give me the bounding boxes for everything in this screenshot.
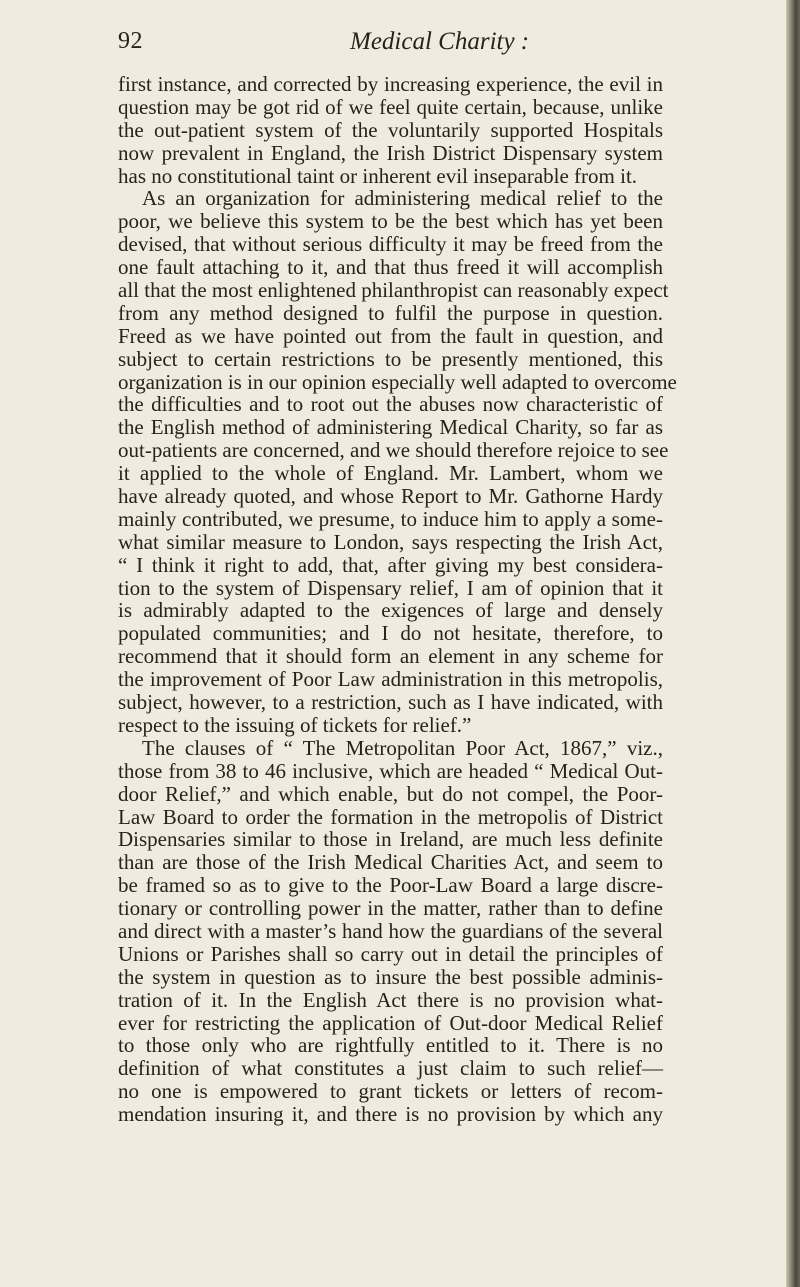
text-line: the improvement of Poor Law administration in this metropolis,	[118, 667, 663, 692]
text-line: ever for restricting the application of Out-door Medical Relief	[118, 1010, 663, 1035]
text-line: tion to the system of Dispensary relief, I am of opinion that it	[118, 575, 663, 600]
text-line: one fault attaching to it, and that thus freed it will accomplish	[118, 255, 663, 280]
text-line: those from 38 to 46 inclusive, which are headed “ Medical Out-	[118, 758, 663, 783]
text-line: question may be got rid of we feel quite certain, because, unlike	[118, 94, 663, 119]
text-line: mainly contributed, we presume, to induce him to apply a some-	[118, 506, 663, 531]
text-line: and direct with a master’s hand how the guardians of the several	[118, 918, 663, 943]
running-title: Medical Charity :	[350, 28, 530, 55]
text-line: mendation insuring it, and there is no provision by which any	[118, 1102, 663, 1127]
page-edge-shadow	[786, 0, 800, 1287]
text-line: no one is empowered to grant tickets or letters of recom-	[118, 1079, 663, 1104]
text-line: definition of what constitutes a just claim to such relief—	[118, 1056, 663, 1081]
text-line: Freed as we have pointed out from the fault in question, and	[118, 323, 663, 348]
text-line: has no constitutional taint or inherent evil inseparable from it.	[118, 163, 638, 188]
text-line: subject, however, to a restriction, such as I have indicated, with	[118, 690, 663, 715]
text-line: tionary or controlling power in the matter, rather than to define	[118, 896, 663, 921]
text-line: Law Board to order the formation in the metropolis of District	[118, 804, 663, 829]
text-line: the system in question as to insure the best possible adminis-	[118, 964, 663, 989]
text-line: Unions or Parishes shall so carry out in detail the principles of	[118, 941, 663, 966]
text-line: first instance, and corrected by increasing experience, the evil in	[118, 72, 663, 96]
text-line: tration of it. In the English Act there is no provision what-	[118, 987, 663, 1012]
text-line: than are those of the Irish Medical Charities Act, and seem to	[118, 850, 663, 875]
text-line: what similar measure to London, says respecting the Irish Act,	[118, 529, 663, 554]
text-line: now prevalent in England, the Irish District Dispensary system	[118, 140, 663, 165]
text-line: from any method designed to fulfil the purpose in question.	[118, 300, 663, 325]
text-line: recommend that it should form an element in any scheme for	[118, 644, 663, 669]
text-line: As an organization for administering medical relief to the	[142, 186, 663, 211]
text-line: The clauses of “ The Metropolitan Poor Act, 1867,” viz.,	[142, 735, 663, 760]
text-line: devised, that without serious difficulty it may be freed from the	[118, 232, 663, 257]
text-line: Dispensaries similar to those in Ireland, are much less definite	[118, 827, 663, 852]
body-text	[118, 72, 677, 1127]
text-line: respect to the issuing of tickets for relief.”	[118, 712, 472, 737]
text-line: organization is in our opinion especially well adapted to overcome	[118, 369, 677, 394]
text-line: door Relief,” and which enable, but do not compel, the Poor-	[118, 781, 663, 806]
text-line: it applied to the whole of England. Mr. Lambert, whom we	[118, 461, 663, 486]
text-line: “ I think it right to add, that, after giving my best considera-	[118, 552, 663, 577]
text-line: the difficulties and to root out the abuses now characteristic of	[118, 392, 663, 417]
text-line: is admirably adapted to the exigences of large and densely	[118, 598, 663, 623]
text-line: poor, we believe this system to be the best which has yet been	[118, 209, 663, 234]
text-line: have already quoted, and whose Report to Mr. Gathorne Hardy	[118, 484, 663, 509]
text-line: out-patients are concerned, and we should therefore rejoice to see	[118, 438, 669, 463]
text-line: subject to certain restrictions to be presently mentioned, this	[118, 346, 663, 371]
text-line: the English method of administering Medical Charity, so far as	[118, 415, 663, 440]
text-line: the out-patient system of the voluntarily supported Hospitals	[118, 117, 663, 142]
running-head	[118, 24, 663, 64]
page-number: 92	[118, 28, 143, 54]
text-line: to those only who are rightfully entitled to it. There is no	[118, 1033, 663, 1058]
text-line: populated communities; and I do not hesitate, therefore, to	[118, 621, 663, 646]
text-line: all that the most enlightened philanthropist can reasonably expect	[118, 278, 669, 303]
text-line: be framed so as to give to the Poor-Law Board a large discre-	[118, 873, 663, 898]
